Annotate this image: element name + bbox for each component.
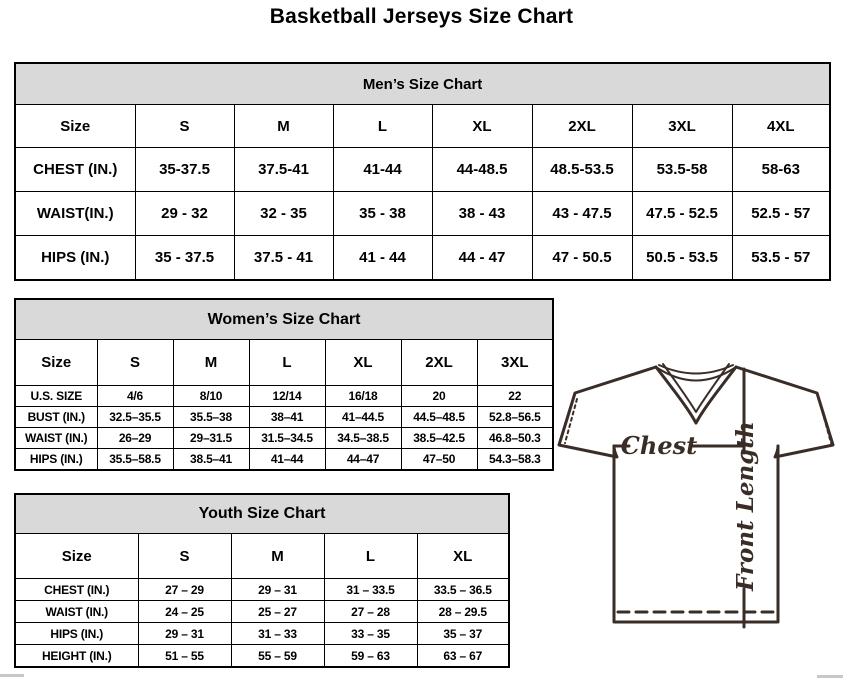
column-header: Size — [15, 105, 135, 148]
size-value: 44–47 — [325, 449, 401, 471]
size-value: 8/10 — [173, 386, 249, 407]
size-value: 31 – 33.5 — [324, 579, 417, 601]
row-label: BUST (IN.) — [15, 407, 97, 428]
size-value: 12/14 — [249, 386, 325, 407]
sleeve-seam-dashed-right — [819, 399, 831, 443]
horizontal-scrollbar-thumb-left[interactable] — [0, 674, 24, 677]
row-label: HEIGHT (IN.) — [15, 645, 138, 668]
size-value: 24 – 25 — [138, 601, 231, 623]
size-value: 53.5-58 — [632, 148, 732, 192]
size-value: 29–31.5 — [173, 428, 249, 449]
row-label: WAIST(IN.) — [15, 192, 135, 236]
size-value: 59 – 63 — [324, 645, 417, 668]
column-header: L — [249, 340, 325, 386]
size-value: 50.5 - 53.5 — [632, 236, 732, 281]
row-label: WAIST (IN.) — [15, 428, 97, 449]
column-header: XL — [325, 340, 401, 386]
size-value: 53.5 - 57 — [732, 236, 830, 281]
size-value: 52.8–56.5 — [477, 407, 553, 428]
size-value: 28 – 29.5 — [417, 601, 509, 623]
size-value: 33 – 35 — [324, 623, 417, 645]
mens-size-table — [14, 62, 831, 281]
row-label: CHEST (IN.) — [15, 579, 138, 601]
size-value: 38.5–41 — [173, 449, 249, 471]
size-value: 20 — [401, 386, 477, 407]
size-value: 29 – 31 — [231, 579, 324, 601]
size-value: 48.5-53.5 — [532, 148, 632, 192]
size-value: 41–44 — [249, 449, 325, 471]
column-header: L — [333, 105, 432, 148]
size-value: 27 – 29 — [138, 579, 231, 601]
size-value: 25 – 27 — [231, 601, 324, 623]
size-value: 37.5 - 41 — [234, 236, 333, 281]
size-value: 32 - 35 — [234, 192, 333, 236]
size-value: 22 — [477, 386, 553, 407]
size-value: 47.5 - 52.5 — [632, 192, 732, 236]
size-value: 46.8–50.3 — [477, 428, 553, 449]
row-label: U.S. SIZE — [15, 386, 97, 407]
womens-size-table — [14, 298, 554, 471]
row-label: CHEST (IN.) — [15, 148, 135, 192]
size-value: 58-63 — [732, 148, 830, 192]
column-header: S — [138, 534, 231, 579]
column-header: L — [324, 534, 417, 579]
column-header: 3XL — [477, 340, 553, 386]
size-value: 35-37.5 — [135, 148, 234, 192]
column-header: Size — [15, 534, 138, 579]
column-header: Size — [15, 340, 97, 386]
youth-size-table — [14, 493, 510, 668]
size-value: 63 – 67 — [417, 645, 509, 668]
jersey-measurement-diagram — [556, 360, 840, 676]
size-value: 32.5–35.5 — [97, 407, 173, 428]
size-value: 37.5-41 — [234, 148, 333, 192]
size-value: 55 – 59 — [231, 645, 324, 668]
youth-table-title: Youth Size Chart — [15, 494, 509, 534]
size-value: 38 - 43 — [432, 192, 532, 236]
size-value: 54.3–58.3 — [477, 449, 553, 471]
column-header: XL — [432, 105, 532, 148]
size-value: 29 – 31 — [138, 623, 231, 645]
page-title: Basketball Jerseys Size Chart — [269, 5, 574, 28]
size-value: 35 - 37.5 — [135, 236, 234, 281]
size-value: 31.5–34.5 — [249, 428, 325, 449]
size-value: 33.5 – 36.5 — [417, 579, 509, 601]
column-header: 2XL — [401, 340, 477, 386]
size-value: 35 - 38 — [333, 192, 432, 236]
size-value: 26–29 — [97, 428, 173, 449]
row-label: HIPS (IN.) — [15, 449, 97, 471]
size-value: 35 – 37 — [417, 623, 509, 645]
column-header: 2XL — [532, 105, 632, 148]
column-header: XL — [417, 534, 509, 579]
size-value: 51 – 55 — [138, 645, 231, 668]
size-value: 44-48.5 — [432, 148, 532, 192]
row-label: WAIST (IN.) — [15, 601, 138, 623]
column-header: M — [173, 340, 249, 386]
size-value: 43 - 47.5 — [532, 192, 632, 236]
size-value: 47 - 50.5 — [532, 236, 632, 281]
chest-label: Chest — [620, 431, 698, 460]
size-value: 29 - 32 — [135, 192, 234, 236]
size-value: 41-44 — [333, 148, 432, 192]
row-label: HIPS (IN.) — [15, 623, 138, 645]
size-value: 35.5–58.5 — [97, 449, 173, 471]
row-label: HIPS (IN.) — [15, 236, 135, 281]
size-value: 38–41 — [249, 407, 325, 428]
size-value: 41 - 44 — [333, 236, 432, 281]
column-header: M — [234, 105, 333, 148]
mens-table-title: Men’s Size Chart — [15, 63, 830, 105]
column-header: S — [135, 105, 234, 148]
jersey-vneck-outer — [656, 367, 736, 423]
size-value: 47–50 — [401, 449, 477, 471]
size-value: 41–44.5 — [325, 407, 401, 428]
column-header: 4XL — [732, 105, 830, 148]
size-value: 27 – 28 — [324, 601, 417, 623]
horizontal-scrollbar-thumb-right[interactable] — [817, 675, 843, 678]
size-value: 44.5–48.5 — [401, 407, 477, 428]
column-header: S — [97, 340, 173, 386]
column-header: 3XL — [632, 105, 732, 148]
size-value: 52.5 - 57 — [732, 192, 830, 236]
size-value: 38.5–42.5 — [401, 428, 477, 449]
front-length-label: Front Length — [732, 421, 759, 591]
size-value: 16/18 — [325, 386, 401, 407]
size-value: 4/6 — [97, 386, 173, 407]
size-value: 35.5–38 — [173, 407, 249, 428]
size-value: 44 - 47 — [432, 236, 532, 281]
womens-table-title: Women’s Size Chart — [15, 299, 553, 340]
column-header: M — [231, 534, 324, 579]
size-value: 34.5–38.5 — [325, 428, 401, 449]
size-value: 31 – 33 — [231, 623, 324, 645]
